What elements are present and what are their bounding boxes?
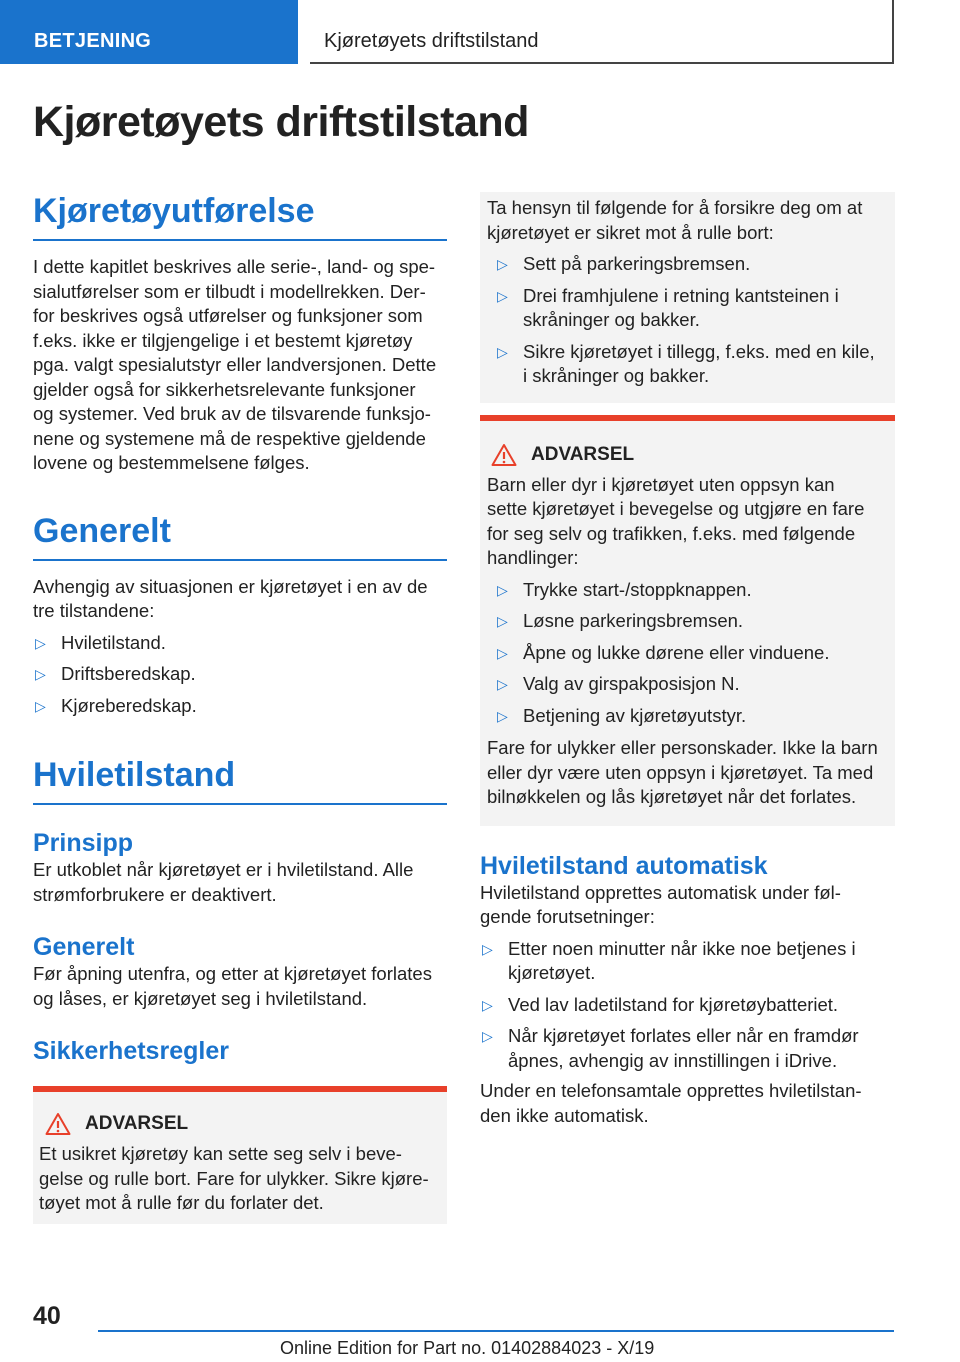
paragraph-line: Avhengig av situasjonen er kjøretøyet i en av de xyxy=(33,575,428,597)
list-item: ▷ Løsne parkeringsbremsen. xyxy=(495,609,887,634)
warning-list xyxy=(495,578,887,729)
paragraph-line: gjelder også for sikkerhetsrelevante funksjoner xyxy=(33,378,416,400)
triangle-right-icon: ▷ xyxy=(482,1028,493,1044)
paragraph-line: I dette kapitlet beskrives alle serie-, land- og spe- xyxy=(33,256,436,277)
page-title: Kjøretøyets driftstilstand xyxy=(33,98,529,146)
intro-paragraph xyxy=(33,255,447,476)
list-item: ▷ Driftsberedskap. xyxy=(33,662,447,687)
warning-text xyxy=(487,473,887,571)
triangle-right-icon: ▷ xyxy=(482,940,493,957)
paragraph-line: f.eks. ikke er tilgjengelige i et bestemt kjøretøy xyxy=(33,329,413,351)
edition-label: Online Edition for Part no. 01402884023 - X/19 xyxy=(280,1338,655,1358)
auto-conclusion xyxy=(480,1079,895,1128)
triangle-right-icon: ▷ xyxy=(497,287,508,304)
chapter-header xyxy=(310,0,894,64)
list-item: ▷ Etter noen minutter når ikke noe betjenes i kjøretøyet. xyxy=(482,937,856,983)
warning-triangle-icon xyxy=(45,1112,71,1136)
section-heading-hviletilstand: Hviletilstand xyxy=(33,756,447,805)
paragraph-line: Før åpning utenfra, og etter at kjøretøyet forlates xyxy=(33,963,432,984)
paragraph-line: Ta hensyn til følgende for å forsikre deg om at xyxy=(487,197,863,218)
subheading-prinsipp: Prinsipp xyxy=(33,829,134,857)
paragraph-line: og låses, er kjøretøyet seg i hviletilstand. xyxy=(33,987,368,1009)
prinsipp-paragraph xyxy=(33,858,447,907)
footer-divider xyxy=(98,1330,894,1332)
paragraph-line: sette kjøretøyet i bevegelse og utgjøre en fare xyxy=(487,498,865,519)
generelt-paragraph xyxy=(33,575,447,624)
list-item: ▷ Åpne og lukke dørene eller vinduene. xyxy=(495,641,887,666)
paragraph-line: eller dyr være uten oppsyn i kjøretøyet. Ta med xyxy=(487,761,874,783)
info-box xyxy=(480,192,895,403)
paragraph-line: nene og systemene må de respektive gjeldende xyxy=(33,427,426,449)
auto-paragraph xyxy=(480,881,895,930)
paragraph-line: tøyet mot å rulle før du forlater det. xyxy=(39,1192,324,1213)
triangle-right-icon: ▷ xyxy=(497,676,508,692)
triangle-right-icon: ▷ xyxy=(35,634,46,651)
state-list xyxy=(33,631,447,719)
section-heading-kjoretoyutforelse: Kjøretøyutførelse xyxy=(33,192,447,241)
paragraph-line: Er utkoblet når kjøretøyet er i hviletilstand. Alle xyxy=(33,859,414,880)
subheading-hviletilstand-automatisk: Hviletilstand automatisk xyxy=(480,851,768,880)
triangle-right-icon: ▷ xyxy=(497,644,508,661)
paragraph-line: den ikke automatisk. xyxy=(480,1104,649,1126)
warning-label: ADVARSEL xyxy=(531,443,635,465)
paragraph-line: og systemer. Ved bruk av de tilsvarende funksjo- xyxy=(33,403,431,424)
warning-box xyxy=(33,1086,447,1224)
triangle-right-icon: ▷ xyxy=(35,666,46,682)
paragraph-line: Barn eller dyr i kjøretøyet uten oppsyn kan xyxy=(487,473,835,495)
paragraph-line: handlinger: xyxy=(487,547,579,568)
paragraph-line: tre tilstandene: xyxy=(33,600,155,621)
section-label: BETJENING xyxy=(34,30,152,52)
warning-header xyxy=(39,1112,439,1136)
paragraph-line: lovene og bestemmelsene følges. xyxy=(33,452,310,473)
list-item: ▷ Trykke start-/stoppknappen. xyxy=(495,578,887,603)
triangle-right-icon: ▷ xyxy=(497,581,508,598)
paragraph-line: sialutførelser som er tilbudt i modellrekken. Der- xyxy=(33,280,426,302)
warning-conclusion xyxy=(487,736,887,810)
list-item: ▷ Ved lav ladetilstand for kjøretøybatteriet. xyxy=(480,993,895,1018)
list-item: ▷ Sett på parkeringsbremsen. xyxy=(495,252,887,277)
right-column xyxy=(480,192,895,1128)
paragraph-line: Hviletilstand opprettes automatisk under føl- xyxy=(480,881,841,903)
list-item: ▷ Sikre kjøretøyet i tillegg, f.eks. med en kile, i skråninger og bakker. xyxy=(497,340,875,386)
list-item: ▷ Kjøreberedskap. xyxy=(33,694,447,719)
paragraph-line: Et usikret kjøretøy kan sette seg selv i beve- xyxy=(39,1143,402,1164)
warning-text xyxy=(39,1142,439,1216)
paragraph-line: gende forutsetninger: xyxy=(480,906,655,927)
list-item: ▷ Drei framhjulene i retning kantsteinen i skråninger og bakker. xyxy=(497,284,839,330)
warning-triangle-icon xyxy=(491,443,517,467)
auto-list xyxy=(480,937,895,1074)
paragraph-line: gelse og rulle bort. Fare for ulykker. Sikre kjøre- xyxy=(39,1167,429,1189)
paragraph-line: pga. valgt spesialutstyr eller landversjonen. Dette xyxy=(33,354,437,375)
list-item: ▷ Valg av girspakposisjon N. xyxy=(495,672,887,697)
triangle-right-icon: ▷ xyxy=(482,996,493,1013)
paragraph-line: Under en telefonsamtale opprettes hviletilstan- xyxy=(480,1080,862,1101)
warning-box xyxy=(480,415,895,826)
page-number: 40 xyxy=(33,1302,61,1330)
paragraph-line: for seg selv og trafikken, f.eks. med følgende xyxy=(487,522,856,544)
list-item: ▷ Når kjøretøyet forlates eller når en framdør åpnes, avhengig av innstillingen i iDrive. xyxy=(482,1025,859,1071)
section-tab xyxy=(0,0,298,64)
paragraph-line: for beskrives også utførelser og funksjoner som xyxy=(33,305,423,326)
list-item: ▷ Betjening av kjøretøyutstyr. xyxy=(495,704,887,729)
subheading-sikkerhetsregler: Sikkerhetsregler xyxy=(33,1037,229,1065)
generelt2-paragraph xyxy=(33,962,447,1011)
triangle-right-icon: ▷ xyxy=(497,343,508,360)
info-list xyxy=(495,252,887,389)
list-item: ▷ Hviletilstand. xyxy=(33,631,447,656)
warning-header xyxy=(487,443,887,467)
chapter-label: Kjøretøyets driftstilstand xyxy=(324,30,539,52)
warning-label: ADVARSEL xyxy=(85,1113,189,1134)
triangle-right-icon: ▷ xyxy=(497,256,508,272)
left-column xyxy=(33,192,447,1224)
section-heading-generelt: Generelt xyxy=(33,512,447,561)
triangle-right-icon: ▷ xyxy=(497,613,508,629)
triangle-right-icon: ▷ xyxy=(497,707,508,724)
paragraph-line: bilnøkkelen og lås kjøretøyet når det forlates. xyxy=(487,786,857,807)
paragraph-line: Fare for ulykker eller personskader. Ikke la barn xyxy=(487,737,878,758)
subheading-generelt: Generelt xyxy=(33,933,135,961)
paragraph-line: strømforbrukere er deaktivert. xyxy=(33,883,277,905)
triangle-right-icon: ▷ xyxy=(35,697,46,714)
paragraph-line: kjøretøyet er sikret mot å rulle bort: xyxy=(487,221,774,243)
